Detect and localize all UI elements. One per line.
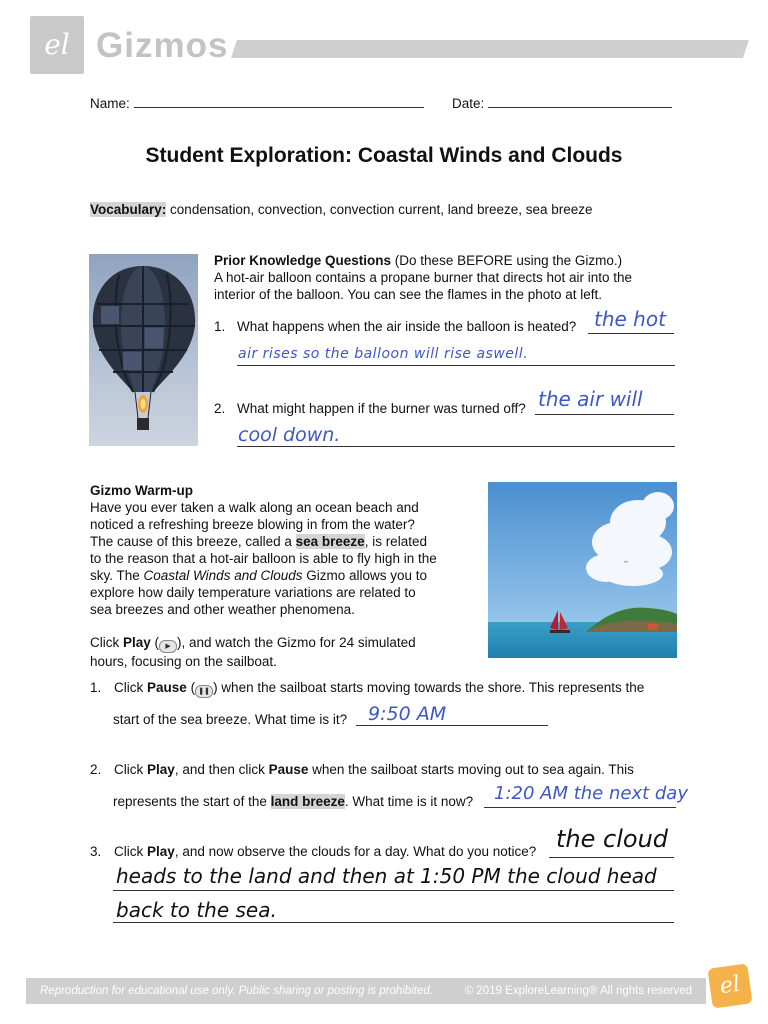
warmup-line-7: sea breezes and other weather phenomena.	[90, 602, 355, 617]
q3-answer-c: back to the sea.	[116, 898, 277, 922]
footer-copyright: © 2019 ExploreLearning® All rights reserved	[464, 985, 692, 997]
question-3	[90, 843, 536, 860]
vocabulary-terms: condensation, convection, convection current, land breeze, sea breeze	[170, 202, 593, 217]
pk-q1-text: What happens when the air inside the balloon is heated?	[237, 319, 577, 334]
pk-q2-answer-a: the air will	[538, 387, 643, 411]
page-title: Student Exploration: Coastal Winds and Clouds	[145, 144, 623, 167]
q1-answer: 9:50 AM	[368, 703, 447, 725]
pk-q1-blank-a[interactable]	[588, 333, 674, 334]
play-button-icon: ▶	[159, 640, 177, 653]
q3-answer-b: heads to the land and then at 1:50 PM the cloud head	[116, 864, 657, 888]
gizmo-name: Coastal Winds and Clouds	[143, 568, 303, 583]
q3-answer-a: the cloud	[556, 825, 669, 853]
vocabulary-line	[90, 201, 593, 218]
q1-answer-blank[interactable]	[356, 725, 548, 726]
q2-answer: 1:20 AM the next day	[494, 783, 688, 804]
name-blank[interactable]	[134, 93, 424, 108]
pk-q1-answer-b: air rises so the balloon will rise aswell.	[238, 346, 529, 362]
coastal-scene-photo	[488, 482, 677, 658]
q1-number: 1.	[90, 680, 102, 695]
q3-answer-blank-c[interactable]	[113, 922, 674, 923]
warmup-line-6: explore how daily temperature variations are related to	[90, 585, 416, 600]
pk-question-2	[214, 400, 526, 417]
pk-question-1	[214, 318, 576, 335]
pk-q2-text: What might happen if the burner was turned off?	[237, 401, 526, 416]
warmup-line-1: Have you ever taken a walk along an ocean beach and	[90, 500, 419, 515]
date-label: Date:	[452, 96, 485, 111]
explorelearning-logo: el	[30, 16, 84, 74]
vocabulary-label: Vocabulary:	[90, 202, 167, 217]
warmup-line-5: sky. The Coastal Winds and Clouds Gizmo allows you to	[90, 568, 428, 583]
warmup-line-4: to the reason that a hot-air balloon is able to fly high in the	[90, 551, 437, 566]
q3-answer-blank-b[interactable]	[113, 890, 674, 891]
warmup-block	[90, 482, 470, 670]
q1-line-2: start of the sea breeze. What time is it?	[113, 712, 348, 727]
question-2	[90, 761, 634, 778]
q3-answer-blank-a[interactable]	[549, 857, 674, 858]
pause-button-icon: ❚❚	[195, 685, 213, 698]
warmup-line-2: noticed a refreshing breeze blowing in from the water?	[90, 517, 415, 532]
prior-knowledge-intro-2: interior of the balloon. You can see the flames in the photo at left.	[214, 287, 603, 302]
pk-q2-blank-b[interactable]	[237, 446, 675, 447]
footer-disclaimer: Reproduction for educational use only. Public sharing or posting is prohibited.	[40, 985, 433, 997]
hot-air-balloon-photo	[89, 254, 198, 446]
pk-q2-number: 2.	[214, 401, 226, 416]
q3-line-1: Click Play, and now observe the clouds for a day. What do you notice?	[114, 844, 537, 859]
prior-knowledge-block	[214, 252, 694, 303]
pk-q1-answer-a: the hot	[594, 307, 666, 331]
prior-knowledge-heading: Prior Knowledge Questions	[214, 253, 392, 268]
q2-answer-blank[interactable]	[484, 807, 676, 808]
pk-q2-blank-a[interactable]	[535, 414, 674, 415]
prior-knowledge-note: (Do these BEFORE using the Gizmo.)	[394, 253, 623, 268]
footer-bar	[26, 978, 706, 1004]
q2-line-1: Click Play, and then click Pause when the sailboat starts moving out to sea again. This	[114, 762, 634, 777]
warmup-line-3: The cause of this breeze, called a sea breeze, is related	[90, 534, 427, 549]
date-blank[interactable]	[488, 93, 672, 108]
warmup-play-line-2: hours, focusing on the sailboat.	[90, 654, 277, 669]
gizmos-brand-title: Gizmos	[96, 26, 229, 65]
pk-q2-answer-b: cool down.	[238, 424, 341, 446]
name-label: Name:	[90, 96, 130, 111]
date-field	[452, 93, 672, 112]
land-breeze-term: land breeze	[270, 794, 345, 809]
warmup-heading: Gizmo Warm-up	[90, 483, 193, 498]
q1-line-1: Click Pause ( ❚❚ ) when the sailboat starts moving towards the shore. This represents the	[114, 680, 644, 695]
pk-q1-blank-b[interactable]	[237, 365, 675, 366]
pk-q1-number: 1.	[214, 319, 226, 334]
q2-number: 2.	[90, 762, 102, 777]
sea-breeze-term: sea breeze	[295, 534, 365, 549]
question-1	[90, 679, 644, 698]
footer-el-logo: el	[707, 963, 752, 1008]
q2-line-2: represents the start of the land breeze. What time is it now?	[113, 794, 474, 809]
q3-number: 3.	[90, 844, 102, 859]
name-field	[90, 93, 424, 112]
header-bar	[231, 40, 749, 58]
warmup-play-line: Click Play ( ▶ ), and watch the Gizmo for 24 simulated	[90, 634, 470, 653]
prior-knowledge-intro-1: A hot-air balloon contains a propane burner that directs hot air into the	[214, 270, 633, 285]
